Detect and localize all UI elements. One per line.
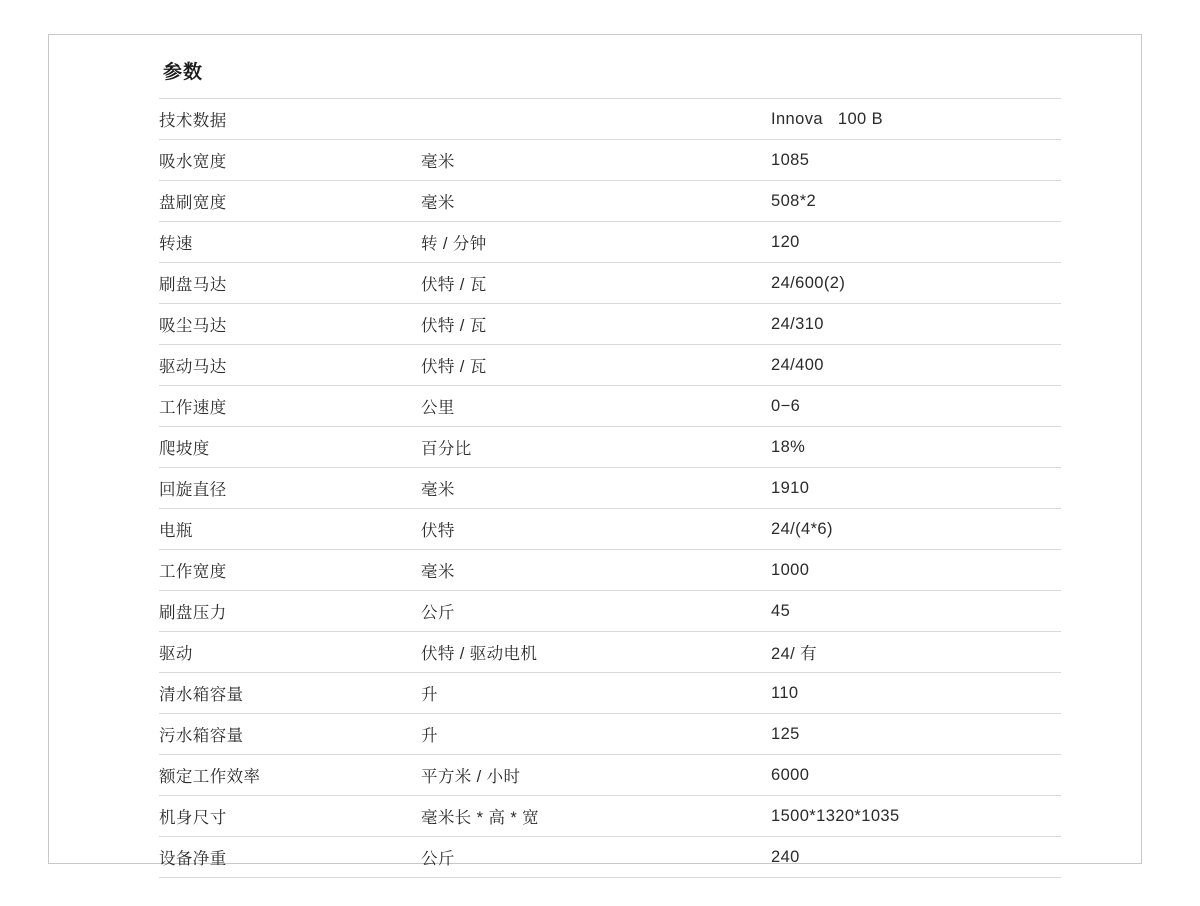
spec-unit: 毫米 xyxy=(421,181,771,222)
spec-name: 工作宽度 xyxy=(159,550,421,591)
table-row xyxy=(159,140,1061,181)
table-row xyxy=(159,468,1061,509)
spec-name: 爬坡度 xyxy=(159,427,421,468)
page-title: 参数 xyxy=(163,62,204,83)
table-row xyxy=(159,181,1061,222)
spec-unit: 伏特 xyxy=(421,509,771,550)
spec-value: Innova 100 B xyxy=(771,99,1061,140)
spec-unit: 平方米 / 小时 xyxy=(421,755,771,796)
spec-value: 18% xyxy=(771,427,1061,468)
spec-unit: 毫米长 * 高 * 宽 xyxy=(421,796,771,837)
spec-value: 240 xyxy=(771,837,1061,878)
spec-value: 24/(4*6) xyxy=(771,509,1061,550)
table-row xyxy=(159,386,1061,427)
spec-value: 1910 xyxy=(771,468,1061,509)
spec-name: 转速 xyxy=(159,222,421,263)
spec-name: 技术数据 xyxy=(159,99,421,140)
spec-unit xyxy=(421,99,771,140)
spec-unit: 伏特 / 驱动电机 xyxy=(421,632,771,673)
table-row xyxy=(159,755,1061,796)
spec-name: 刷盘马达 xyxy=(159,263,421,304)
table-row xyxy=(159,796,1061,837)
spec-value: 1085 xyxy=(771,140,1061,181)
spec-name: 吸水宽度 xyxy=(159,140,421,181)
spec-name: 额定工作效率 xyxy=(159,755,421,796)
spec-name: 盘刷宽度 xyxy=(159,181,421,222)
specifications-table xyxy=(159,98,1061,878)
spec-unit: 毫米 xyxy=(421,468,771,509)
spec-unit: 百分比 xyxy=(421,427,771,468)
table-row xyxy=(159,345,1061,386)
spec-value: 110 xyxy=(771,673,1061,714)
table-row xyxy=(159,263,1061,304)
spec-value: 508*2 xyxy=(771,181,1061,222)
spec-name: 驱动马达 xyxy=(159,345,421,386)
spec-name: 工作速度 xyxy=(159,386,421,427)
spec-content xyxy=(159,57,1061,878)
spec-sheet-panel xyxy=(48,34,1142,868)
spec-value: 120 xyxy=(771,222,1061,263)
spec-value: 24/ 有 xyxy=(771,632,1061,673)
spec-name: 污水箱容量 xyxy=(159,714,421,755)
spec-value: 45 xyxy=(771,591,1061,632)
table-body xyxy=(159,99,1061,878)
spec-unit: 公斤 xyxy=(421,591,771,632)
spec-unit: 升 xyxy=(421,714,771,755)
spec-value: 1500*1320*1035 xyxy=(771,796,1061,837)
spec-name: 电瓶 xyxy=(159,509,421,550)
spec-unit: 升 xyxy=(421,673,771,714)
spec-unit: 伏特 / 瓦 xyxy=(421,304,771,345)
spec-value: 0−6 xyxy=(771,386,1061,427)
spec-name: 清水箱容量 xyxy=(159,673,421,714)
table-row xyxy=(159,550,1061,591)
table-row xyxy=(159,673,1061,714)
table-row xyxy=(159,632,1061,673)
spec-value: 24/310 xyxy=(771,304,1061,345)
spec-unit: 伏特 / 瓦 xyxy=(421,263,771,304)
spec-name: 驱动 xyxy=(159,632,421,673)
spec-value: 1000 xyxy=(771,550,1061,591)
spec-name: 设备净重 xyxy=(159,837,421,878)
spec-unit: 公斤 xyxy=(421,837,771,878)
table-row xyxy=(159,837,1061,878)
table-row xyxy=(159,509,1061,550)
spec-unit: 毫米 xyxy=(421,140,771,181)
spec-unit: 公里 xyxy=(421,386,771,427)
table-row xyxy=(159,304,1061,345)
spec-value: 6000 xyxy=(771,755,1061,796)
spec-name: 吸尘马达 xyxy=(159,304,421,345)
table-row xyxy=(159,714,1061,755)
spec-unit: 转 / 分钟 xyxy=(421,222,771,263)
table-row xyxy=(159,591,1061,632)
spec-value: 24/400 xyxy=(771,345,1061,386)
spec-value: 125 xyxy=(771,714,1061,755)
table-row xyxy=(159,99,1061,140)
spec-name: 机身尺寸 xyxy=(159,796,421,837)
table-row xyxy=(159,222,1061,263)
table-row xyxy=(159,427,1061,468)
spec-name: 刷盘压力 xyxy=(159,591,421,632)
spec-unit: 伏特 / 瓦 xyxy=(421,345,771,386)
spec-name: 回旋直径 xyxy=(159,468,421,509)
spec-unit: 毫米 xyxy=(421,550,771,591)
spec-value: 24/600(2) xyxy=(771,263,1061,304)
